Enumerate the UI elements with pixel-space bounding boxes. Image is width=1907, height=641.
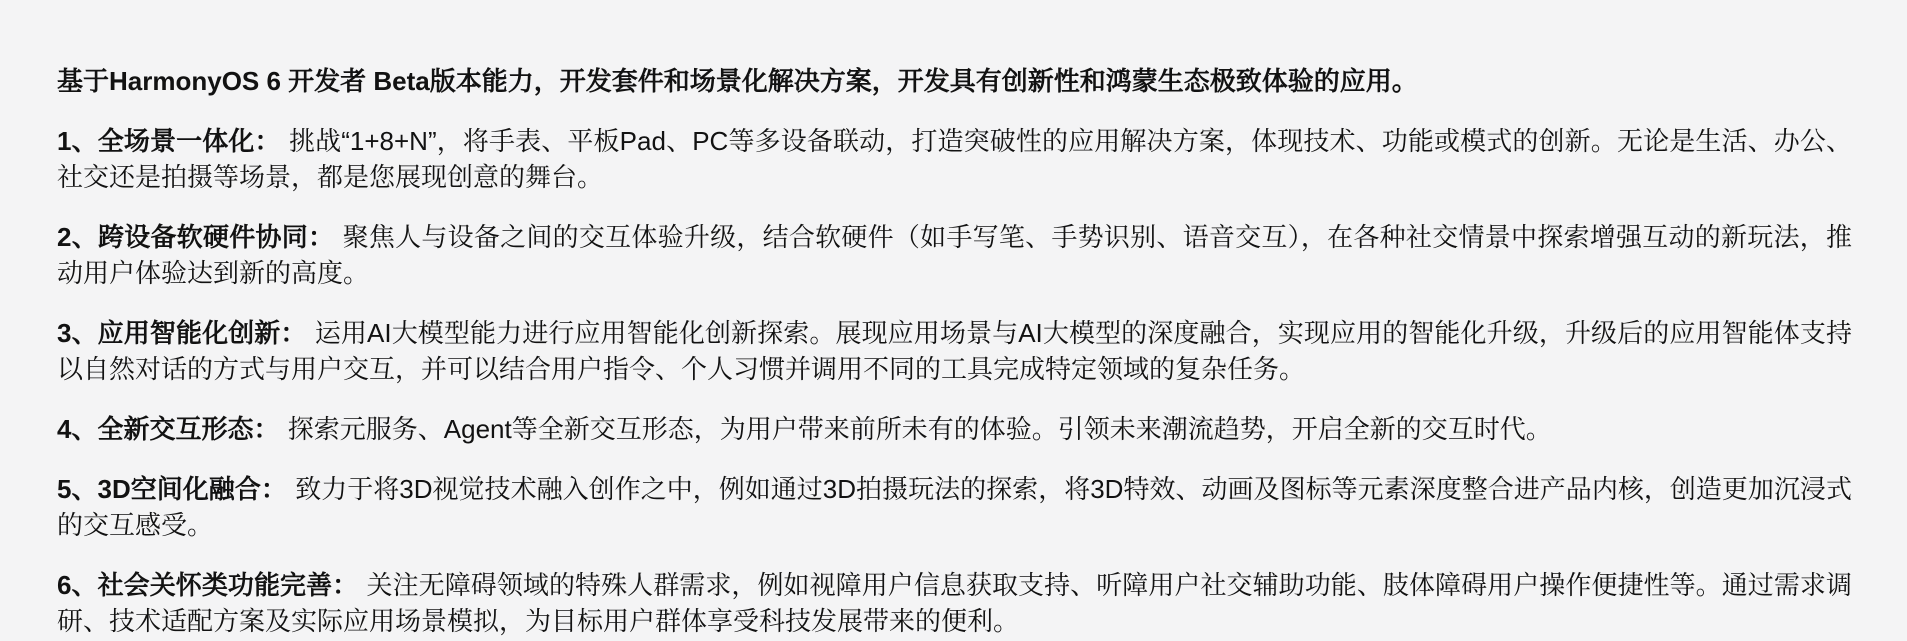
intro-paragraph: 基于HarmonyOS 6 开发者 Beta版本能力，开发套件和场景化解决方案，开发具有创新性和鸿蒙生态极致体验的应用。 <box>57 66 1418 96</box>
track-text: 致力于将3D视觉技术融入创作之中，例如通过3D拍摄玩法的探索，将3D特效、动画及图标等元素深度整合进产品内核，创造更加沉浸式的交互感受。 <box>57 474 1852 540</box>
track-label: 3、应用智能化创新： <box>57 318 307 348</box>
track-text: 聚焦人与设备之间的交互体验升级，结合软硬件（如手写笔、手势识别、语音交互），在各种社交情景中探索增强互动的新玩法，推动用户体验达到新的高度。 <box>57 222 1852 288</box>
track-label: 4、全新交互形态： <box>57 414 280 444</box>
track-item-5 <box>57 471 1852 543</box>
track-item-1 <box>57 123 1852 195</box>
track-label: 6、社会关怀类功能完善： <box>57 570 359 600</box>
track-item-6 <box>57 567 1852 639</box>
track-label: 5、3D空间化融合： <box>57 474 287 504</box>
track-label: 1、全场景一体化： <box>57 126 281 156</box>
track-text: 关注无障碍领域的特殊人群需求，例如视障用户信息获取支持、听障用户社交辅助功能、肢体障碍用户操作便捷性等。通过需求调研、技术适配方案及实际应用场景模拟，为目标用户群体享受科技发展带来的便利。 <box>57 570 1852 636</box>
track-item-4 <box>57 411 1852 447</box>
track-label: 2、跨设备软硬件协同： <box>57 222 335 252</box>
track-text: 探索元服务、Agent等全新交互形态，为用户带来前所未有的体验。引领未来潮流趋势，开启全新的交互时代。 <box>287 414 1552 444</box>
track-text: 挑战“1+8+N”，将手表、平板Pad、PC等多设备联动，打造突破性的应用解决方案，体现技术、功能或模式的创新。无论是生活、办公、社交还是拍摄等场景，都是您展现创意的舞台。 <box>57 126 1852 192</box>
track-text: 运用AI大模型能力进行应用智能化创新探索。展现应用场景与AI大模型的深度融合，实现应用的智能化升级，升级后的应用智能体支持以自然对话的方式与用户交互，并可以结合用户指令、个人习惯并调用不同的工具完成特定领域的复杂任务。 <box>57 318 1852 384</box>
track-item-3 <box>57 315 1852 387</box>
track-item-2 <box>57 219 1852 291</box>
